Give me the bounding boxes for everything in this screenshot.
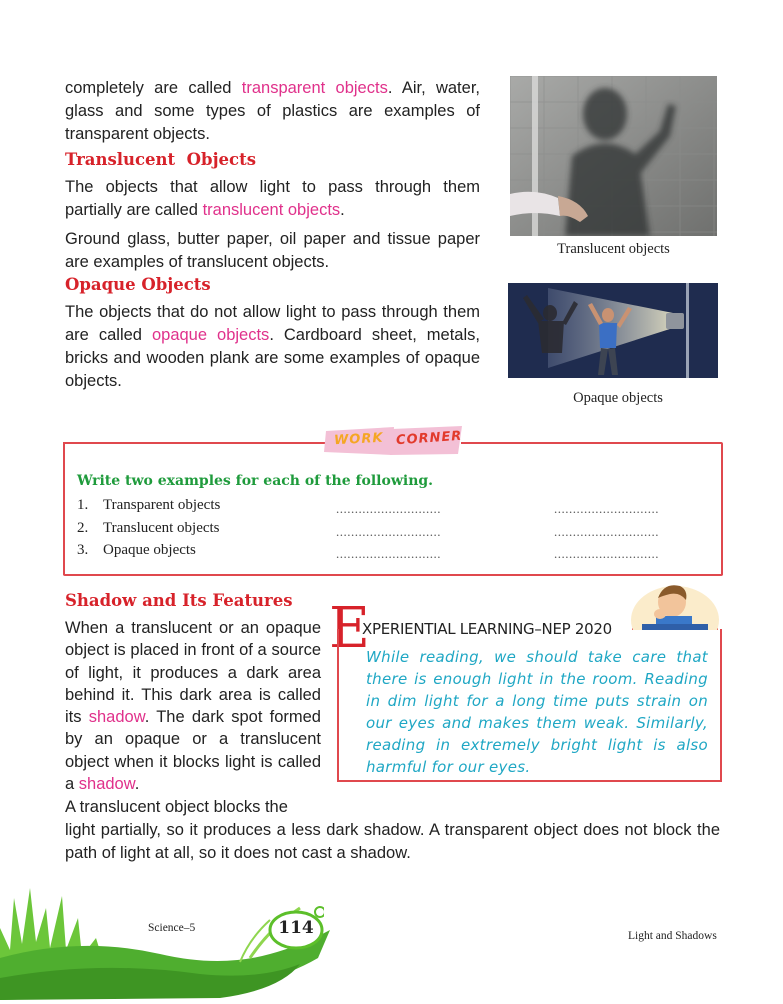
experiential-text: While reading, we should take care that there is enough light in the room. Reading in dim light for a long time puts strain on our eyes and makes them weak. Similarly, reading in extremely bright light is also harmful for our eyes. [366, 648, 708, 776]
experiential-title: XPERIENTIAL LEARNING–NEP 2020 [362, 620, 612, 638]
shadow-paragraph-1: When a translucent or an opaque object is placed in front of a source of light, it produces a dark area behind it. This dark area is called its shadow. The dark spot formed by an opaque or a translucent object when it blocks light is called a shadow. [65, 619, 321, 794]
boy-reading-illustration [630, 580, 720, 630]
translucent-paragraph-1: The objects that allow light to pass through them partially are called translucent objects. [65, 178, 480, 219]
answer-blank[interactable]: ............................ [336, 501, 441, 516]
term-transparent: transparent objects [241, 79, 388, 97]
opaque-heading: Opaque Objects [65, 275, 211, 294]
experiential-big-letter: E [329, 596, 370, 661]
page-number-badge [268, 906, 324, 950]
shadow-on-wall-illustration [508, 283, 718, 378]
badge-work-label: WORK [333, 430, 384, 449]
shadow-behind-glass-illustration [510, 76, 717, 236]
work-corner-top-border-left [63, 442, 325, 444]
footer-chapter-title: Light and Shadows [628, 930, 717, 942]
answer-blank[interactable]: ............................ [554, 546, 659, 561]
translucent-objects-photo [510, 76, 717, 236]
translucent-paragraph-2: Ground glass, butter paper, oil paper and tissue paper are examples of translucent objects. [65, 230, 480, 271]
intro-paragraph: completely are called transparent objects. Air, water, glass and some types of plastics are examples of transparent objects. [65, 79, 480, 143]
shadow-paragraph-2-rest: light partially, so it produces a less dark shadow. A transparent object does not block the path of light at all, so it does not cast a shadow. [65, 821, 720, 862]
term-shadow-2: shadow [78, 775, 135, 794]
opaque-paragraph: The objects that do not allow light to pass through them are called opaque objects. Cardboard sheet, metals, bricks and wooden plank are some examples of opaque objects. [65, 303, 480, 390]
shadow-heading: Shadow and Its Features [65, 591, 293, 610]
term-translucent: translucent objects [202, 201, 341, 219]
work-corner-instruction: Write two examples for each of the following. [77, 473, 434, 489]
answer-blank[interactable]: ............................ [336, 546, 441, 561]
work-corner-badge [322, 425, 464, 457]
term-opaque: opaque objects [151, 326, 270, 344]
badge-corner-label: CORNER [395, 428, 463, 449]
opaque-objects-photo [508, 283, 718, 378]
answer-blank[interactable]: ............................ [336, 524, 441, 539]
shadow-paragraph-2-line1: A translucent object blocks the [65, 798, 288, 816]
translucent-heading: Translucent Objects [65, 150, 256, 169]
boy-thinking-icon [630, 580, 720, 630]
footer-book-title: Science–5 [148, 922, 196, 934]
answer-blank[interactable]: ............................ [554, 501, 659, 516]
answer-blank[interactable]: ............................ [554, 524, 659, 539]
term-shadow-1: shadow [88, 708, 145, 727]
page-number: 114 [278, 918, 314, 938]
work-corner-top-border-right [461, 442, 721, 444]
opaque-caption: Opaque objects [573, 390, 663, 406]
translucent-caption: Translucent objects [557, 241, 670, 257]
